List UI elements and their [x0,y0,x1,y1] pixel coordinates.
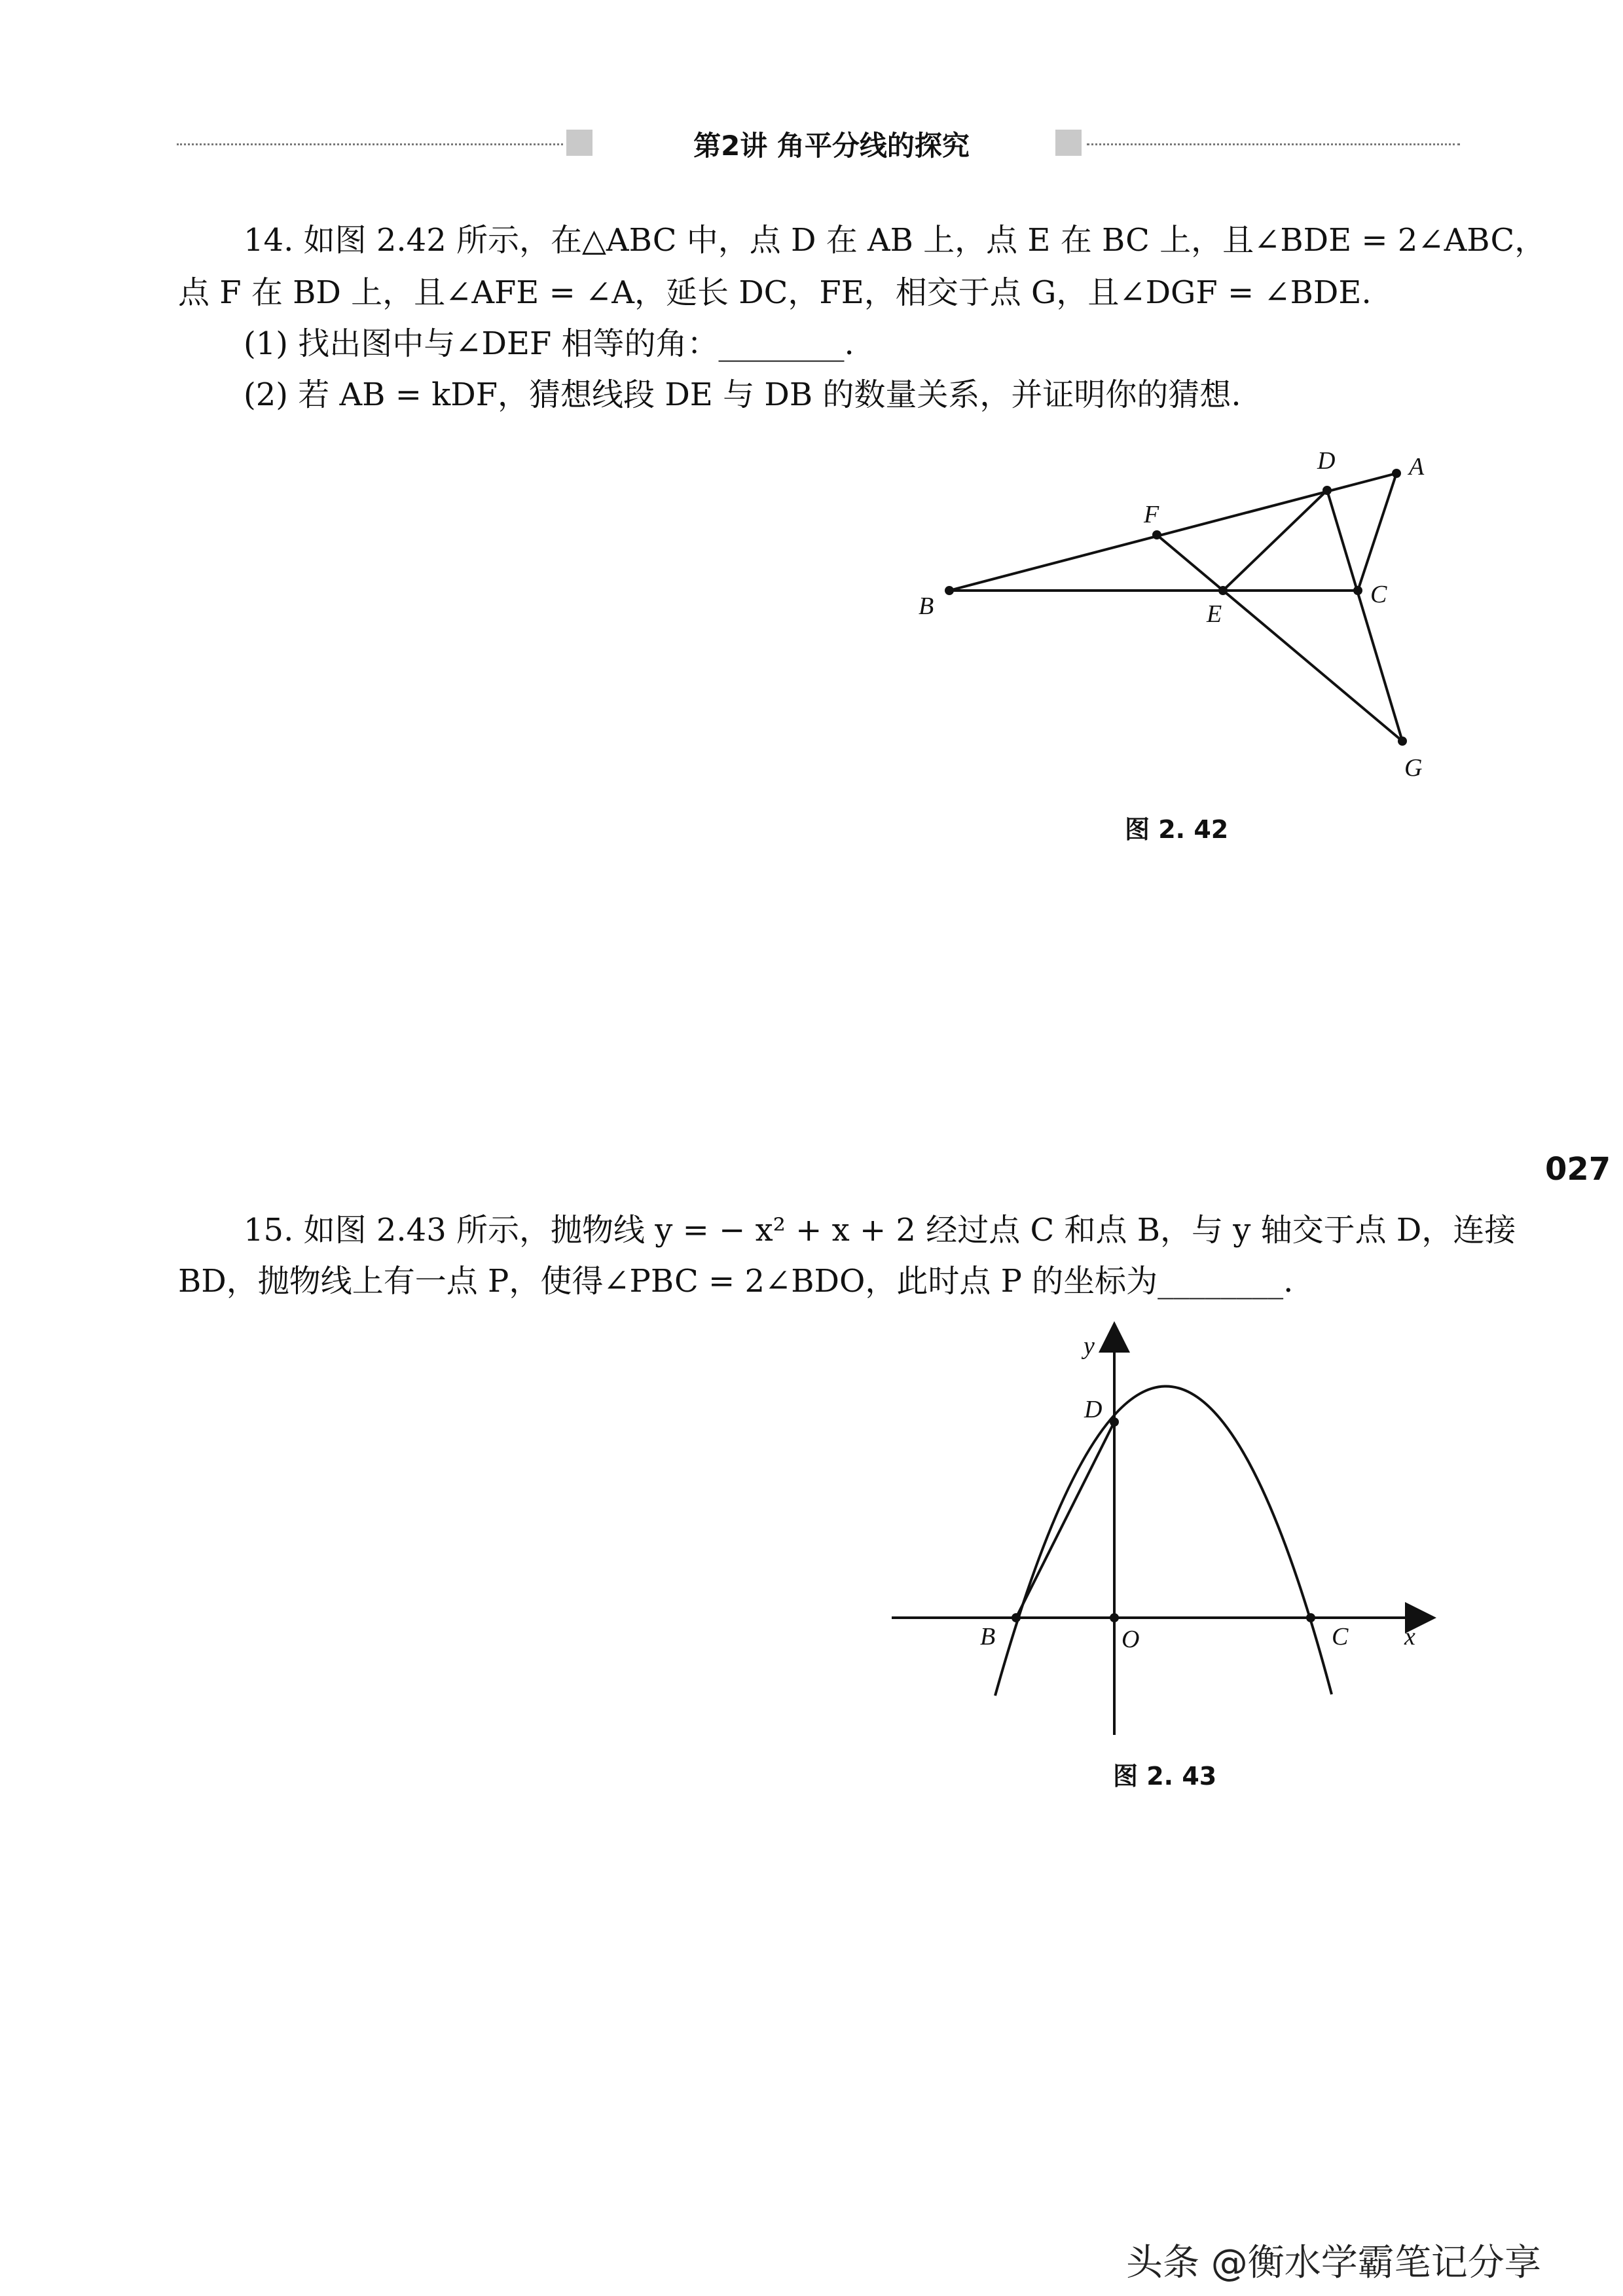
label-C-43: C [1332,1623,1349,1650]
label-F: F [1144,501,1159,528]
point-G [1398,737,1407,746]
label-O: O [1122,1626,1140,1653]
point-B-43 [1012,1613,1021,1622]
point-C-43 [1306,1613,1315,1622]
figure-2-42-caption: 图 2. 42 [1125,815,1229,844]
label-y: y [1084,1332,1095,1360]
label-G: G [1404,754,1423,782]
q14-line-1: 14. 如图 2.42 所示，在△ABC 中，点 D 在 AB 上，点 E 在 BC 上，且∠BDE = 2∠ABC， [244,222,1546,259]
figure-2-43-caption: 图 2. 43 [1113,1762,1217,1791]
segment-AC [1358,473,1396,591]
parabola [995,1386,1332,1696]
segment-DG [1327,490,1402,741]
label-B: B [919,592,934,620]
point-O [1110,1613,1119,1622]
page-number: 027 [1545,1151,1611,1188]
watermark: 头条 @衡水学霸笔记分享 [1126,2242,1541,2284]
label-D: D [1317,447,1336,475]
label-B-43: B [980,1623,996,1650]
segment-BD [1016,1422,1114,1618]
figure-2-42 [0,0,1623,851]
label-D-43: D [1084,1396,1103,1423]
q14-part-2: (2) 若 AB = kDF，猜想线段 DE 与 DB 的数量关系，并证明你的猜想. [244,376,1241,413]
point-D-43 [1110,1417,1119,1427]
point-B [945,586,954,595]
label-E: E [1207,600,1222,628]
q14-part-1: (1) 找出图中与∠DEF 相等的角：________. [244,325,854,362]
q15-line-2: BD，抛物线上有一点 P，使得∠PBC = 2∠BDO，此时点 P 的坐标为________. [178,1263,1294,1300]
label-A: A [1409,453,1425,481]
page-header-title: 第2讲 角平分线的探究 [693,130,970,162]
point-F [1152,530,1161,539]
q15-line-1: 15. 如图 2.43 所示，抛物线 y = − x² + x + 2 经过点 C 和点 B，与 y 轴交于点 D，连接 [244,1212,1516,1248]
label-x: x [1404,1623,1415,1650]
point-D [1322,486,1332,495]
q14-line-2: 点 F 在 BD 上，且∠AFE = ∠A，延长 DC，FE，相交于点 G，且∠DGF = ∠BDE. [178,274,1372,311]
point-A [1392,469,1401,478]
point-C [1353,586,1362,595]
label-C: C [1370,581,1387,608]
point-E [1218,586,1228,595]
